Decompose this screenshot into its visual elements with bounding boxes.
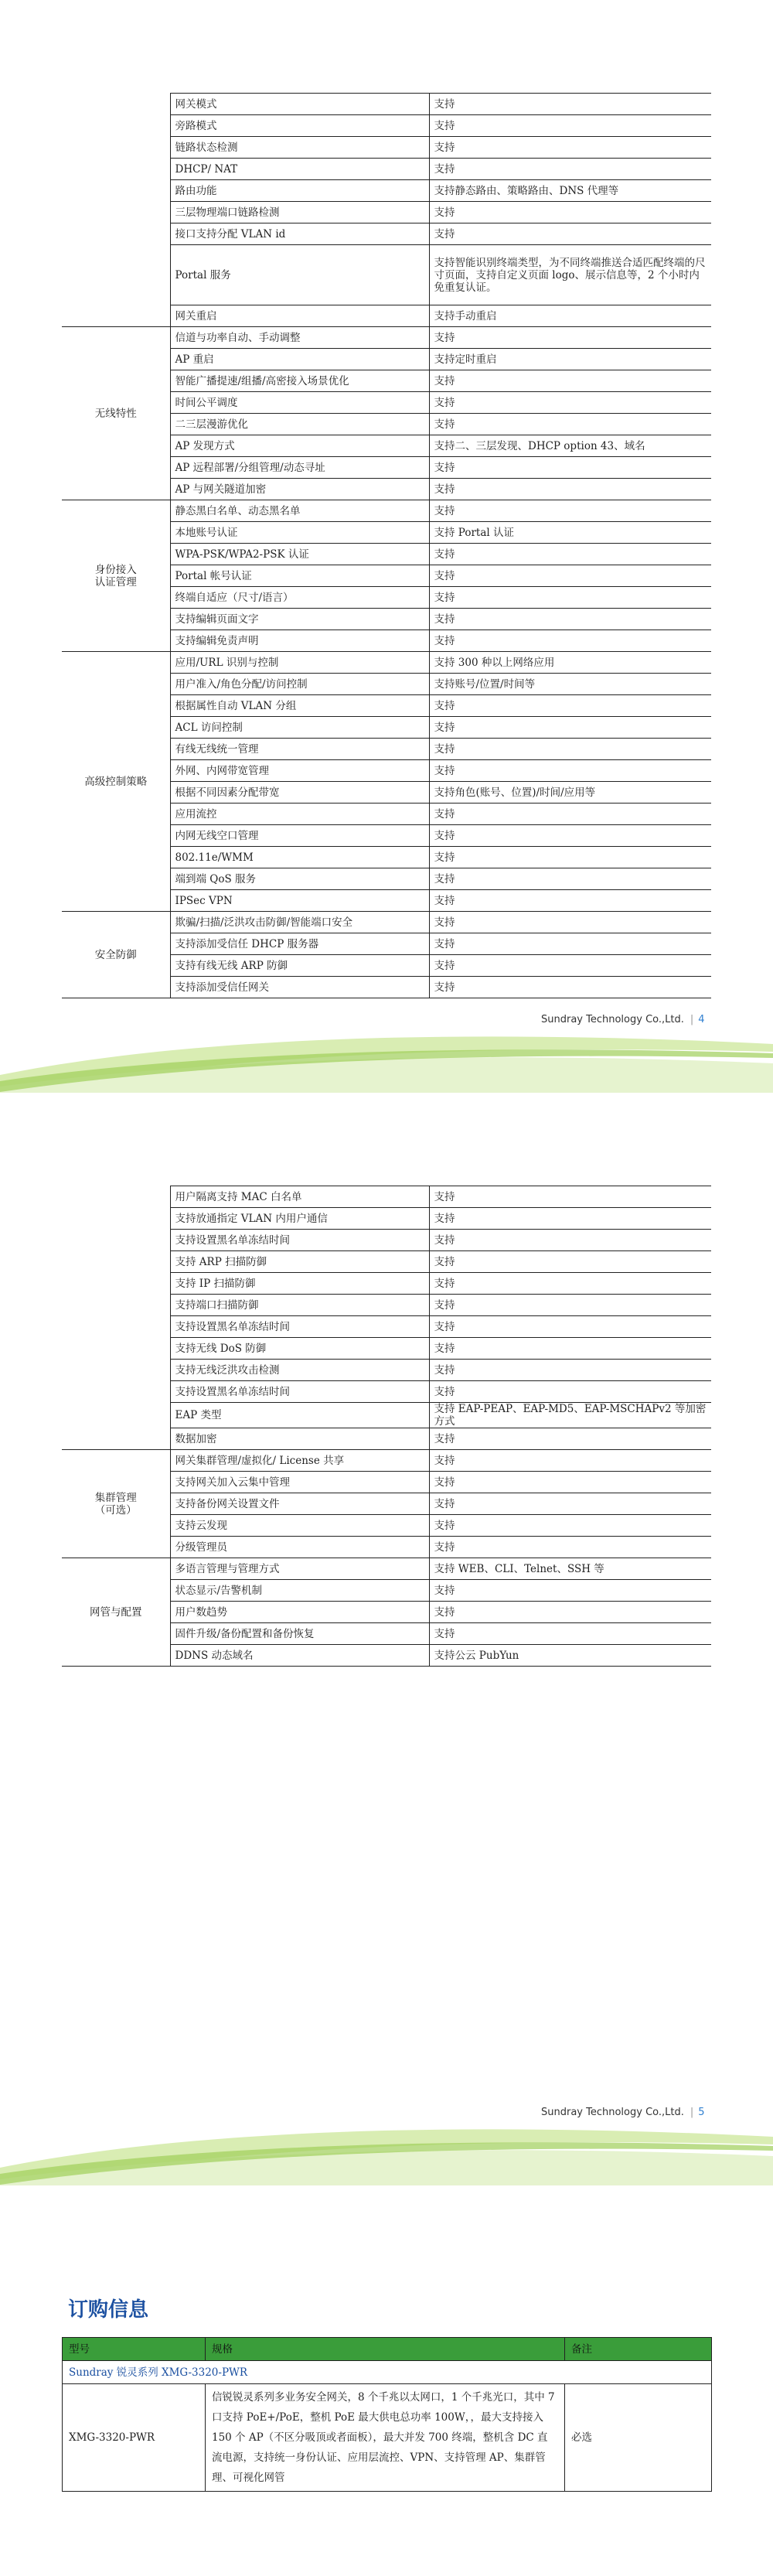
value-cell: 支持 [429,500,711,522]
value-cell: 支持公云 PubYun [429,1645,711,1667]
spec-row [62,1273,711,1295]
feature-cell: 支持设置黑名单冻结时间 [170,1316,429,1338]
feature-cell: 支持设置黑名单冻结时间 [170,1230,429,1251]
feature-cell: 二三层漫游优化 [170,414,429,435]
spec-row [62,115,711,137]
category-cell [62,1230,170,1251]
value-cell: 支持 [429,565,711,587]
feature-cell: 支持添加受信任 DHCP 服务器 [170,933,429,955]
value-cell: 支持 [429,695,711,717]
value-cell: 支持 [429,1381,711,1403]
feature-cell: DDNS 动态域名 [170,1645,429,1667]
feature-cell: 用户隔离支持 MAC 白名单 [170,1186,429,1208]
category-cell [62,1208,170,1230]
category-cell [62,1251,170,1273]
feature-cell: 支持端口扫描防御 [170,1295,429,1316]
feature-cell: 端到端 QoS 服务 [170,868,429,890]
spec-row [62,223,711,245]
feature-cell: 固件升级/备份配置和备份恢复 [170,1623,429,1645]
feature-cell: 支持编辑页面文字 [170,609,429,630]
feature-cell: 多语言管理与管理方式 [170,1558,429,1580]
feature-cell: 链路状态检测 [170,137,429,159]
category-cell [62,115,170,137]
value-cell: 支持 [429,868,711,890]
value-cell: 支持 [429,327,711,349]
value-cell: 支持 Portal 认证 [429,522,711,544]
feature-cell: 智能广播提速/组播/高密接入场景优化 [170,370,429,392]
spec-row [62,652,711,674]
footer: Sundray Technology Co.,Ltd. | 4 [541,1014,705,1025]
feature-cell: DHCP/ NAT [170,159,429,180]
spec-row [62,500,711,522]
value-cell: 支持 [429,1428,711,1450]
feature-cell: WPA-PSK/WPA2-PSK 认证 [170,544,429,565]
feature-cell: 支持备份网关设置文件 [170,1493,429,1515]
value-cell: 支持 [429,202,711,223]
value-cell: 支持账号/位置/时间等 [429,674,711,695]
category-cell [62,1338,170,1360]
spec-row [62,94,711,115]
value-cell: 支持 [429,1472,711,1493]
value-cell: 支持 [429,1515,711,1537]
feature-cell: 接口支持分配 VLAN id [170,223,429,245]
feature-cell: 状态显示/告警机制 [170,1580,429,1602]
category-label: 网管与配置 [90,1605,142,1619]
feature-cell: 支持设置黑名单冻结时间 [170,1381,429,1403]
spec-row [62,1295,711,1316]
value-cell: 支持二、三层发现、DHCP option 43、域名 [429,435,711,457]
category-cell [62,1316,170,1338]
category-label-line: 认证管理 [94,575,137,589]
value-cell: 支持 [429,223,711,245]
category-label: 无线特性 [94,407,137,420]
category-cell [62,327,170,500]
category-cell [62,305,170,327]
order-info-page [0,2185,773,2576]
feature-cell: 网关模式 [170,94,429,115]
value-cell: 支持 [429,609,711,630]
category-cell [62,652,170,912]
category-cell [62,94,170,115]
category-label: 安全防御 [94,948,137,961]
value-cell: 支持 [429,1450,711,1472]
feature-cell: 旁路模式 [170,115,429,137]
model-cell: XMG-3320-PWR [63,2384,206,2492]
value-cell: 支持 [429,825,711,847]
spec-row [62,1428,711,1450]
value-cell: 支持 [429,457,711,479]
spec-row [62,1316,711,1338]
value-cell: 支持 [429,717,711,739]
value-cell: 支持 [429,1251,711,1273]
feature-cell: 分级管理员 [170,1537,429,1558]
value-cell: 支持 300 种以上网络应用 [429,652,711,674]
feature-cell: 支持云发现 [170,1515,429,1537]
category-cell [62,159,170,180]
category-cell [62,500,170,652]
spec-table-page-4 [62,93,711,998]
feature-cell: 网关集群管理/虚拟化/ License 共享 [170,1450,429,1472]
value-cell: 支持 [429,544,711,565]
value-cell: 支持 [429,1295,711,1316]
feature-cell: 应用/URL 识别与控制 [170,652,429,674]
value-cell: 支持 [429,1537,711,1558]
category-cell [62,912,170,998]
feature-cell: 支持无线 DoS 防御 [170,1338,429,1360]
order-row [63,2384,712,2492]
category-cell [62,202,170,223]
note-cell: 必选 [565,2384,712,2492]
value-cell: 支持 [429,1338,711,1360]
value-cell: 支持 [429,370,711,392]
feature-cell: ACL 访问控制 [170,717,429,739]
header-note: 备注 [565,2338,712,2361]
category-cell [62,1381,170,1403]
value-cell: 支持 [429,392,711,414]
value-cell: 支持智能识别终端类型，为不同终端推送合适匹配终端的尺寸页面，支持自定义页面 logo、展示信息等，2 个小时内免重复认证。 [429,245,711,305]
category-cell [62,1403,170,1428]
page-4 [0,0,773,1093]
feature-cell: 支持放通指定 VLAN 内用户通信 [170,1208,429,1230]
value-cell: 支持 [429,94,711,115]
spec-row [62,1186,711,1208]
spec-row [62,305,711,327]
spec-cell: 信锐锐灵系列多业务安全网关，8 个千兆以太网口，1 个千兆光口，其中 7 口支持 PoE+/PoE，整机 PoE 最大供电总功率 100W，，最大支持接入 150 个 AP（不区分吸顶或者面板），最大并发 700 终端，整机含 DC 直流电源，支持统一身份认证、应用层流控、VPN、支持管理 AP、集群管理、可视化网管 [206,2384,565,2492]
feature-cell: 用户准入/角色分配/访问控制 [170,674,429,695]
category-cell [62,1295,170,1316]
feature-cell: Portal 服务 [170,245,429,305]
spec-row [62,159,711,180]
value-cell: 支持 [429,933,711,955]
feature-cell: AP 发现方式 [170,435,429,457]
value-cell: 支持 [429,1208,711,1230]
spec-row [62,1338,711,1360]
feature-cell: 支持 IP 扫描防御 [170,1273,429,1295]
order-info-title: 订购信息 [68,2298,149,2322]
value-cell: 支持 [429,890,711,912]
page-number: 4 [698,1014,705,1025]
value-cell: 支持 EAP-PEAP、EAP-MD5、EAP-MSCHAPv2 等加密方式 [429,1403,711,1428]
category-cell [62,1273,170,1295]
spec-table-page-5 [62,1186,711,1667]
value-cell: 支持静态路由、策略路由、DNS 代理等 [429,180,711,202]
spec-row [62,180,711,202]
feature-cell: 数据加密 [170,1428,429,1450]
spec-row [62,1208,711,1230]
feature-cell: 终端自适应（尺寸/语言） [170,587,429,609]
order-table [62,2337,712,2492]
spec-row [62,1558,711,1580]
value-cell: 支持 WEB、CLI、Telnet、SSH 等 [429,1558,711,1580]
feature-cell: 三层物理端口链路检测 [170,202,429,223]
feature-cell: 网关重启 [170,305,429,327]
value-cell: 支持 [429,955,711,977]
header-model: 型号 [63,2338,206,2361]
value-cell: 支持 [429,760,711,782]
spec-row [62,137,711,159]
feature-cell: 用户数趋势 [170,1602,429,1623]
value-cell: 支持 [429,847,711,868]
company-name: Sundray Technology Co.,Ltd. [541,2107,684,2118]
category-label-line: 身份接入 [94,563,137,576]
value-cell: 支持 [429,1186,711,1208]
value-cell: 支持 [429,1230,711,1251]
feature-cell: 有线无线统一管理 [170,739,429,760]
feature-cell: 支持编辑免责声明 [170,630,429,652]
value-cell: 支持 [429,115,711,137]
order-table-header [63,2338,712,2361]
footer: Sundray Technology Co.,Ltd. | 5 [541,2107,705,2118]
feature-cell: 支持无线泛洪攻击检测 [170,1360,429,1381]
feature-cell: 本地账号认证 [170,522,429,544]
spec-row [62,327,711,349]
value-cell: 支持 [429,1580,711,1602]
spec-row [62,1450,711,1472]
feature-cell: 静态黑白名单、动态黑名单 [170,500,429,522]
category-cell [62,1186,170,1208]
feature-cell: 信道与功率自动、手动调整 [170,327,429,349]
order-series-row [63,2361,712,2384]
category-cell [62,180,170,202]
spec-row [62,912,711,933]
feature-cell: 根据不同因素分配带宽 [170,782,429,804]
header-spec: 规格 [206,2338,565,2361]
feature-cell: 时间公平调度 [170,392,429,414]
feature-cell: 支持 ARP 扫描防御 [170,1251,429,1273]
feature-cell: 欺骗/扫描/泛洪攻击防御/智能端口安全 [170,912,429,933]
category-cell [62,245,170,305]
value-cell: 支持 [429,1273,711,1295]
feature-cell: 支持添加受信任网关 [170,977,429,998]
category-cell [62,1428,170,1450]
feature-cell: 外网、内网带宽管理 [170,760,429,782]
category-cell [62,1558,170,1667]
value-cell: 支持 [429,414,711,435]
feature-cell: 路由功能 [170,180,429,202]
feature-cell: AP 重启 [170,349,429,370]
value-cell: 支持 [429,630,711,652]
value-cell: 支持 [429,912,711,933]
feature-cell: 支持网关加入云集中管理 [170,1472,429,1493]
series-name: Sundray 锐灵系列 XMG-3320-PWR [63,2361,712,2384]
value-cell: 支持 [429,977,711,998]
value-cell: 支持 [429,587,711,609]
spec-row [62,1381,711,1403]
feature-cell: EAP 类型 [170,1403,429,1428]
category-label: 高级控制策略 [84,775,148,788]
feature-cell: Portal 帐号认证 [170,565,429,587]
spec-row [62,1360,711,1381]
spec-row [62,1403,711,1428]
spec-row [62,202,711,223]
company-name: Sundray Technology Co.,Ltd. [541,1014,684,1025]
page-5 [0,1093,773,2185]
category-label-line: （可选） [94,1503,137,1517]
value-cell: 支持 [429,1623,711,1645]
feature-cell: IPSec VPN [170,890,429,912]
value-cell: 支持 [429,804,711,825]
category-cell [62,223,170,245]
feature-cell: 802.11e/WMM [170,847,429,868]
value-cell: 支持 [429,1602,711,1623]
category-cell [62,1450,170,1558]
value-cell: 支持 [429,1493,711,1515]
spec-row [62,245,711,305]
value-cell: 支持 [429,739,711,760]
feature-cell: 内网无线空口管理 [170,825,429,847]
feature-cell: 根据属性自动 VLAN 分组 [170,695,429,717]
value-cell: 支持 [429,1316,711,1338]
value-cell: 支持 [429,137,711,159]
category-cell [62,137,170,159]
value-cell: 支持 [429,479,711,500]
category-label-line: 集群管理 [94,1491,137,1504]
value-cell: 支持角色(账号、位置)/时间/应用等 [429,782,711,804]
page-number: 5 [698,2107,705,2118]
feature-cell: AP 与网关隧道加密 [170,479,429,500]
value-cell: 支持手动重启 [429,305,711,327]
feature-cell: 应用流控 [170,804,429,825]
value-cell: 支持 [429,1360,711,1381]
spec-row [62,1230,711,1251]
spec-row [62,1251,711,1273]
feature-cell: 支持有线无线 ARP 防御 [170,955,429,977]
value-cell: 支持定时重启 [429,349,711,370]
feature-cell: AP 远程部署/分组管理/动态寻址 [170,457,429,479]
category-cell [62,1360,170,1381]
value-cell: 支持 [429,159,711,180]
